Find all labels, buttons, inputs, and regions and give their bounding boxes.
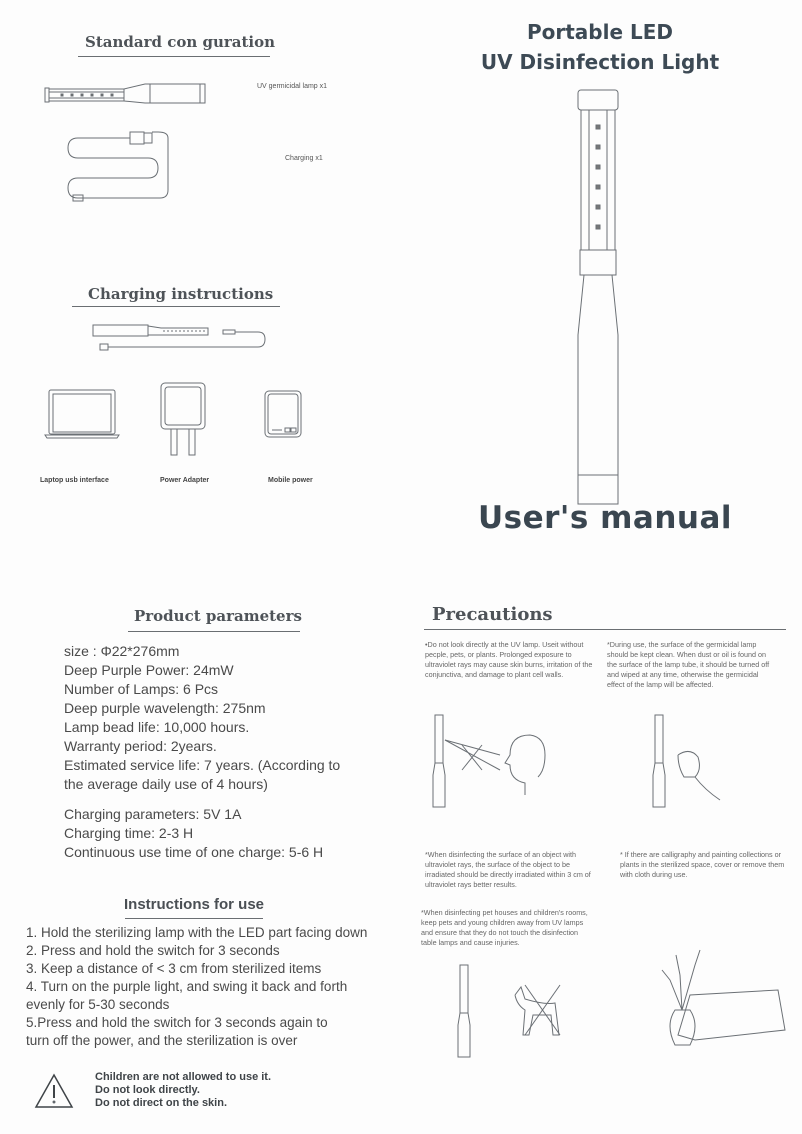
parameter-line: Lamp bead life: 10,000 hours.: [64, 719, 250, 735]
warning-line: Do not direct on the skin.: [95, 1097, 228, 1109]
precaution-item: * If there are calligraphy and painting collections or plants in the sterilized space, cover or remove them with cloth during use.: [620, 850, 785, 879]
charging-parameters-list: [64, 805, 323, 862]
keep-pets-away-illustration: [455, 965, 575, 1060]
heading-underline: [125, 918, 263, 919]
power-adapter-icon: [158, 381, 208, 457]
heading-underline: [424, 629, 786, 630]
precaution-item: *During use, the surface of the germicidal lamp should be kept clean. When dust or oil is found on the surface of the lamp tube, it should be turned off and wiped at any time, otherwise the germicidal effect of the lamp will be affected.: [607, 640, 770, 689]
parameter-line: Estimated service life: 7 years. (According to: [64, 757, 341, 773]
charging-instructions-heading: Charging instructions: [88, 285, 274, 303]
product-title-line1: Portable LED: [526, 20, 674, 44]
source-laptop-label: Laptop usb interface: [40, 477, 109, 484]
instruction-step: 1. Hold the sterilizing lamp with the LED part facing down: [26, 925, 368, 940]
instruction-step: turn off the power, and the sterilization is over: [26, 1033, 298, 1048]
charging-parameter-line: Charging time: 2-3 H: [64, 825, 194, 841]
laptop-icon: [45, 390, 120, 440]
config-item-charging: Charging x1: [285, 155, 323, 162]
parameters-list: [64, 642, 340, 794]
uv-lamp-vertical-illustration: [576, 90, 622, 506]
instruction-step: evenly for 5-30 seconds: [26, 997, 170, 1012]
warning-triangle-icon: [35, 1074, 73, 1108]
warning-line: Do not look directly.: [95, 1084, 200, 1096]
parameter-line: size : Φ22*276mm: [64, 643, 180, 659]
do-not-look-illustration: [430, 715, 550, 810]
heading-underline: [78, 56, 270, 57]
instruction-step: 2. Press and hold the switch for 3 seconds: [26, 943, 280, 958]
precautions-heading: Precautions: [432, 604, 553, 625]
charging-parameter-line: Continuous use time of one charge: 5-6 H: [64, 844, 324, 860]
source-adapter-label: Power Adapter: [160, 477, 210, 484]
charging-cable-illustration: [68, 132, 168, 208]
parameter-line: Deep Purple Power: 24mW: [64, 662, 234, 678]
mobile-power-bank-icon: [264, 390, 304, 438]
standard-configuration-heading: Standard con guration: [85, 33, 276, 51]
parameter-line: the average daily use of 4 hours): [64, 776, 268, 792]
precaution-item: *When disinfecting pet houses and children's rooms, keep pets and young children away from UV lamps and ensure that they do not touch the disinfection table lamps and cause injuries.: [421, 908, 588, 947]
product-title-line2: UV Disinfection Light: [480, 50, 720, 74]
instruction-step: 5.Press and hold the switch for 3 seconds again to: [26, 1015, 328, 1030]
instructions-heading: Instructions for use: [124, 896, 265, 913]
heading-underline: [128, 631, 300, 632]
heading-underline: [72, 306, 280, 307]
instructions-steps: [26, 924, 367, 1050]
precaution-item: *When disinfecting the surface of an object with ultraviolet rays, the surface of the object to be irradiated should be directly irradiated within 3 cm of ultraviolet rays better results.: [425, 850, 591, 889]
lamp-charging-illustration: [93, 325, 268, 353]
instruction-step: 4. Turn on the purple light, and swing it back and forth: [26, 979, 348, 994]
charging-parameter-line: Charging parameters: 5V 1A: [64, 806, 242, 822]
precaution-item: •Do not look directly at the UV lamp. Useit without pecple, pets, or plants. Prolonged exposure to ultraviolet rays may cause skin burns, irritation of the conjunctiva, and damage to plant cell walls.: [425, 640, 593, 679]
uv-lamp-horizontal-illustration: [45, 84, 215, 106]
config-item-lamp: UV germicidal lamp x1: [257, 83, 328, 90]
product-parameters-heading: Product parameters: [134, 607, 302, 625]
instruction-step: 3. Keep a distance of < 3 cm from sterilized items: [26, 961, 322, 976]
warning-text: [95, 1071, 271, 1110]
plant-and-painting-illustration: [650, 935, 790, 1050]
warning-line: Children are not allowed to use it.: [95, 1071, 272, 1083]
parameter-line: Deep purple wavelength: 275nm: [64, 700, 266, 716]
parameter-line: Warranty period: 2years.: [64, 738, 217, 754]
source-mobile-power-label: Mobile power: [268, 477, 313, 484]
parameter-line: Number of Lamps: 6 Pcs: [64, 681, 219, 697]
users-manual-title: User's manual: [477, 500, 733, 536]
wiping-lamp-illustration: [650, 715, 750, 810]
